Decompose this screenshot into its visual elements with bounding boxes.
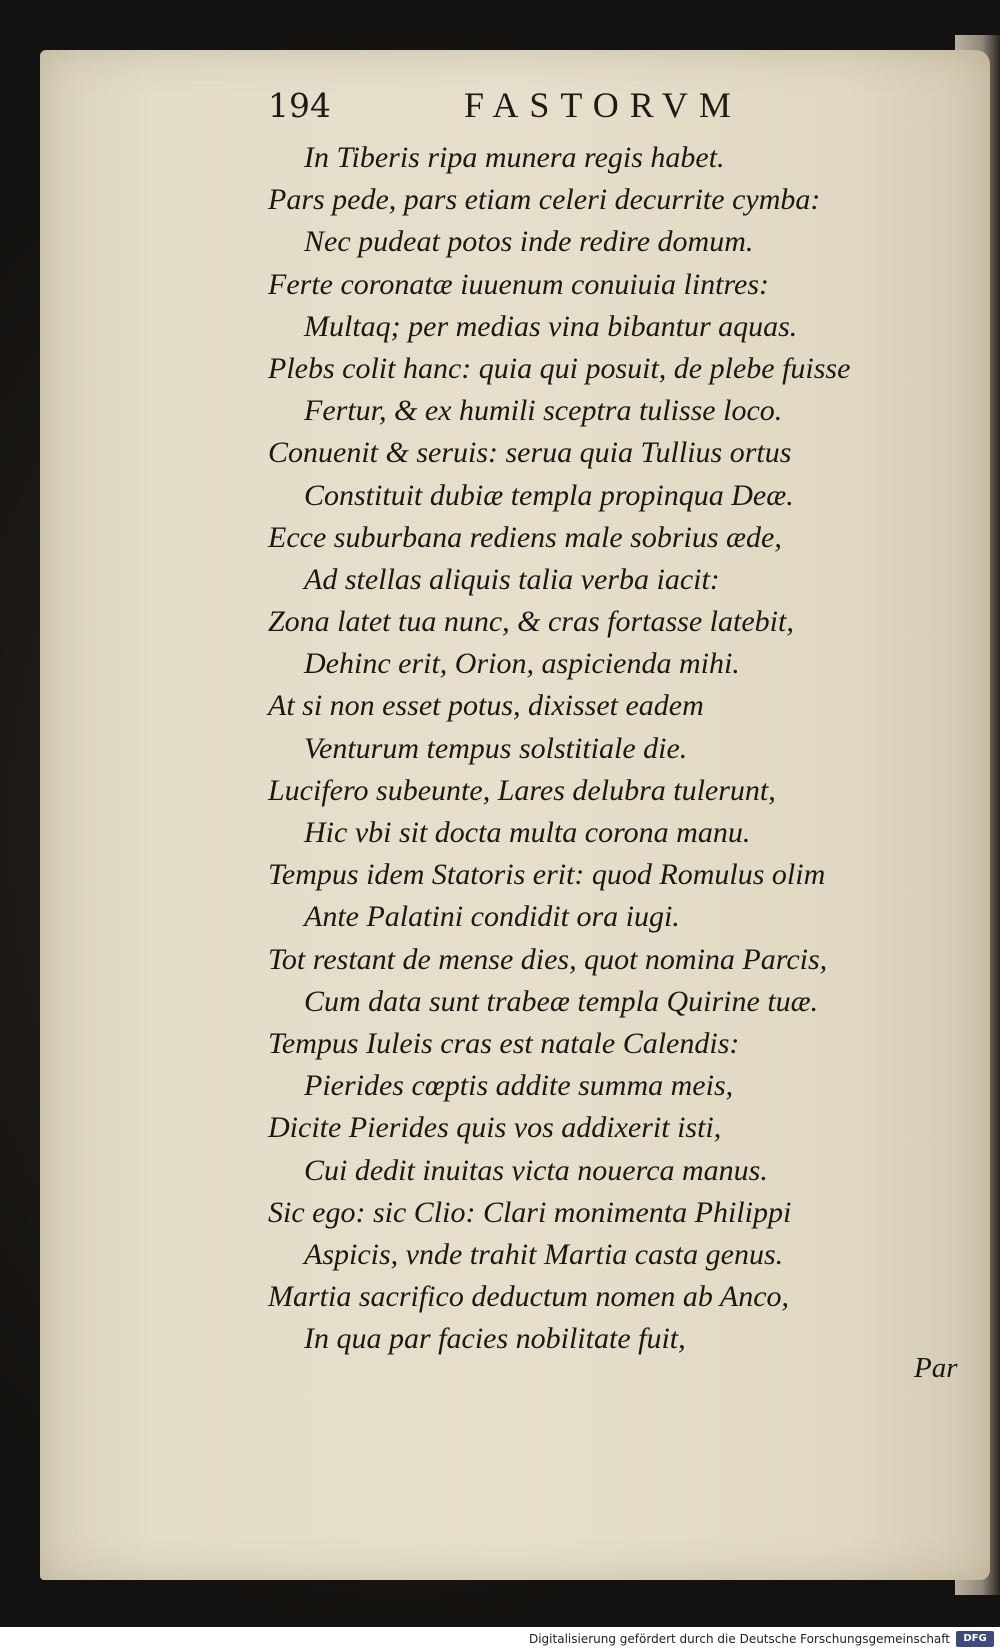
verse-line: At si non esset potus, dixisset eadem bbox=[268, 689, 704, 723]
verse-block bbox=[268, 137, 908, 1360]
verse-line: Zona latet tua nunc, & cras fortasse latebit, bbox=[268, 605, 794, 639]
verse-line: Multaq; per medias vina bibantur aquas. bbox=[304, 309, 798, 343]
verse-line: Lucifero subeunte, Lares delubra tulerunt, bbox=[268, 773, 776, 807]
verse-line: Nec pudeat potos inde redire domum. bbox=[304, 225, 754, 259]
page-number: 194 bbox=[268, 86, 331, 125]
verse-line: Plebs colit hanc: quia qui posuit, de plebe fuisse bbox=[268, 351, 851, 385]
verse-line: Cum data sunt trabeæ templa Quirine tuæ. bbox=[304, 984, 819, 1018]
page-header bbox=[268, 82, 808, 132]
footer-bar bbox=[0, 1627, 1000, 1652]
dfg-logo: DFG bbox=[956, 1631, 994, 1647]
verse-line: Pierides cœptis addite summa meis, bbox=[304, 1069, 734, 1103]
catchword: Par bbox=[914, 1352, 958, 1384]
verse-line: Tempus idem Statoris erit: quod Romulus olim bbox=[268, 858, 826, 892]
verse-line: Dicite Pierides quis vos addixerit isti, bbox=[268, 1111, 722, 1145]
funding-note: Digitalisierung gefördert durch die Deutsche Forschungsgemeinschaft bbox=[528, 1632, 950, 1646]
verse-line: Fertur, & ex humili sceptra tulisse loco. bbox=[304, 394, 783, 428]
verse-line: Sic ego: sic Clio: Clari monimenta Philippi bbox=[268, 1195, 792, 1229]
verse-line: In qua par facies nobilitate fuit, bbox=[304, 1322, 686, 1356]
verse-line: Tot restant de mense dies, quot nomina Parcis, bbox=[268, 942, 828, 976]
verse-line: Constituit dubiæ templa propinqua Deæ. bbox=[304, 478, 794, 512]
verse-line: Ferte coronatæ iuuenum conuiuia lintres: bbox=[268, 267, 770, 301]
verse-line: Pars pede, pars etiam celeri decurrite cymba: bbox=[268, 183, 821, 217]
verse-line: Conuenit & seruis: serua quia Tullius ortus bbox=[268, 436, 792, 470]
verse-line: Cui dedit inuitas victa nouerca manus. bbox=[304, 1153, 768, 1187]
verse-line: Ante Palatini condidit ora iugi. bbox=[304, 900, 680, 934]
verse-line: Hic vbi sit docta multa corona manu. bbox=[304, 816, 751, 849]
verse-line: Aspicis, vnde trahit Martia casta genus. bbox=[304, 1237, 784, 1271]
verse-line: Ad stellas aliquis talia verba iacit: bbox=[304, 562, 720, 596]
verse-line: In Tiberis ripa munera regis habet. bbox=[304, 141, 725, 174]
verse-line: Martia sacrifico deductum nomen ab Anco, bbox=[268, 1280, 790, 1314]
verse-line: Tempus Iuleis cras est natale Calendis: bbox=[268, 1026, 740, 1060]
verse-line: Dehinc erit, Orion, aspicienda mihi. bbox=[304, 647, 740, 681]
verse-line: Ecce suburbana rediens male sobrius æde, bbox=[268, 520, 782, 554]
verse-line: Venturum tempus solstitiale die. bbox=[304, 731, 688, 765]
running-title: FASTORVM bbox=[464, 85, 742, 125]
